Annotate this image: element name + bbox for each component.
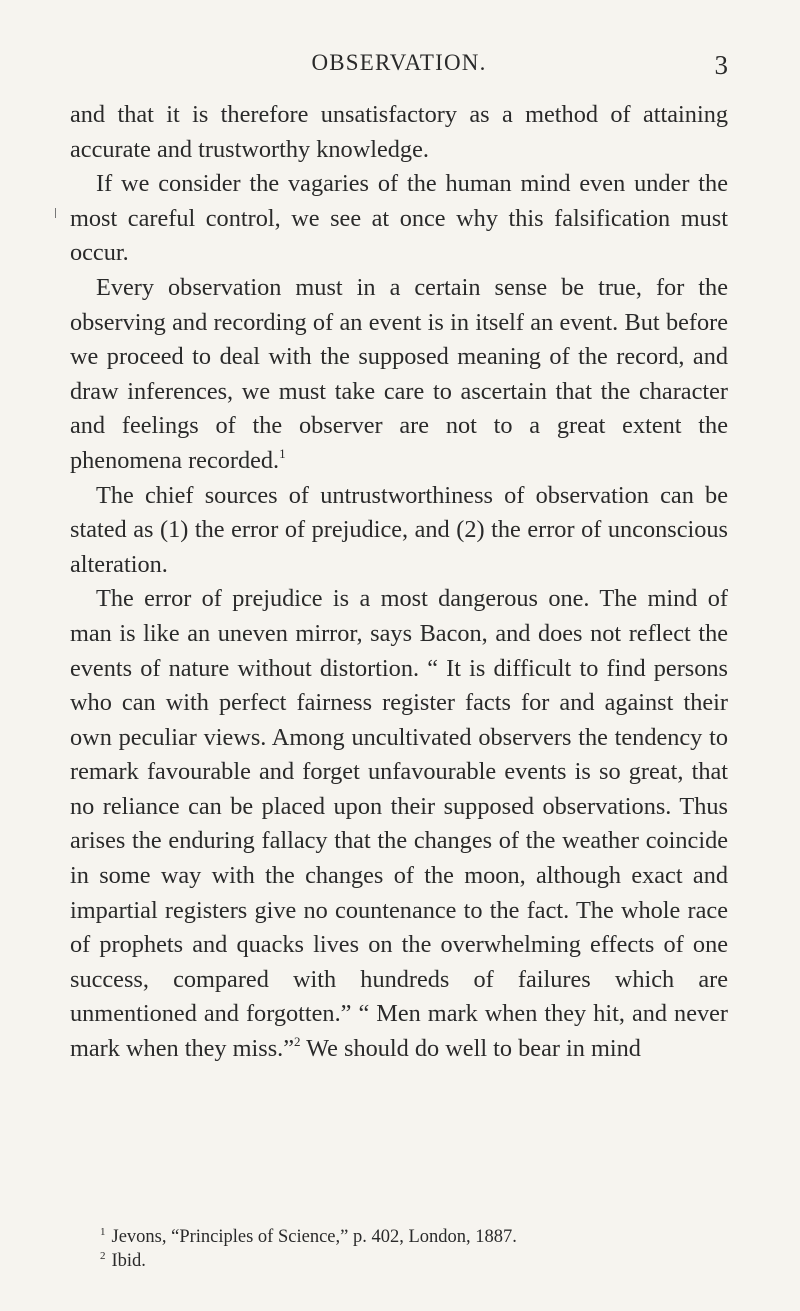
paragraph-every-observation — [70, 271, 728, 479]
footnote — [100, 1225, 720, 1249]
paragraph-chief-sources — [70, 479, 728, 583]
running-head — [70, 50, 728, 84]
footnote — [100, 1249, 720, 1273]
body-text — [70, 98, 728, 1067]
paragraph-text: and that it is therefore unsatisfactory as a method of attaining accurate and trustworthy knowledge. — [70, 101, 728, 163]
paragraph-text: The error of prejudice is a most dangerous one. The mind of man is like an uneven mirror, says Bacon, and does not reflect the events of nature without distortion. “ It is difficult to find persons who can with perfect fairness register facts for and against their own peculiar views. Among uncultivated observers the tendency to remark favourable and forget unfavourable events is so great, that no reliance can be placed upon their supposed observations. Thus arises the enduring fallacy that the changes of the weather coincide in some way with the changes of the moon, although exact and impartial registers give no countenance to the fact. The whole race of prophets and quacks lives on the overwhelming effects of one success, compared with hundreds of failures which are unmentioned and forgotten.” “ Men mark when they hit, and never mark when they miss.” — [70, 585, 728, 1063]
paragraph-error-of-prejudice — [70, 582, 728, 1066]
paragraph-text: If we consider the vagaries of the human mind even under the most careful control, we see at once why this falsification must occur. — [70, 170, 728, 267]
paragraph-text: The chief sources of untrustworthiness of observation can be stated as (1) the error of prejudice, and (2) the error of unconscious alteration. — [70, 481, 728, 578]
footnote-marker: 1 — [100, 1226, 106, 1238]
footnote-text: Ibid. — [111, 1251, 146, 1271]
paragraph-continuation — [70, 98, 728, 167]
paragraph-vagaries — [70, 167, 728, 271]
footnote-ref: 1 — [279, 445, 286, 461]
running-title: OBSERVATION. — [311, 50, 487, 75]
paragraph-text: Every observation must in a certain sense be true, for the observing and recording of an event is in itself an event. But before we proceed to deal with the supposed meaning of the record, and draw inferences, we must take care to ascertain that the character and feelings of the observer are not to a great extent the phenomena recorded. — [70, 273, 728, 474]
footnote-marker: 2 — [100, 1250, 106, 1262]
footnote-text: Jevons, “Principles of Science,” p. 402, London, 1887. — [111, 1227, 517, 1247]
paragraph-tail: We should do well to bear in mind — [300, 1035, 641, 1063]
page-number: 3 — [714, 50, 728, 80]
footnotes — [100, 1225, 720, 1273]
margin-tick-mark — [55, 208, 56, 218]
footnote-ref: 2 — [294, 1034, 301, 1050]
